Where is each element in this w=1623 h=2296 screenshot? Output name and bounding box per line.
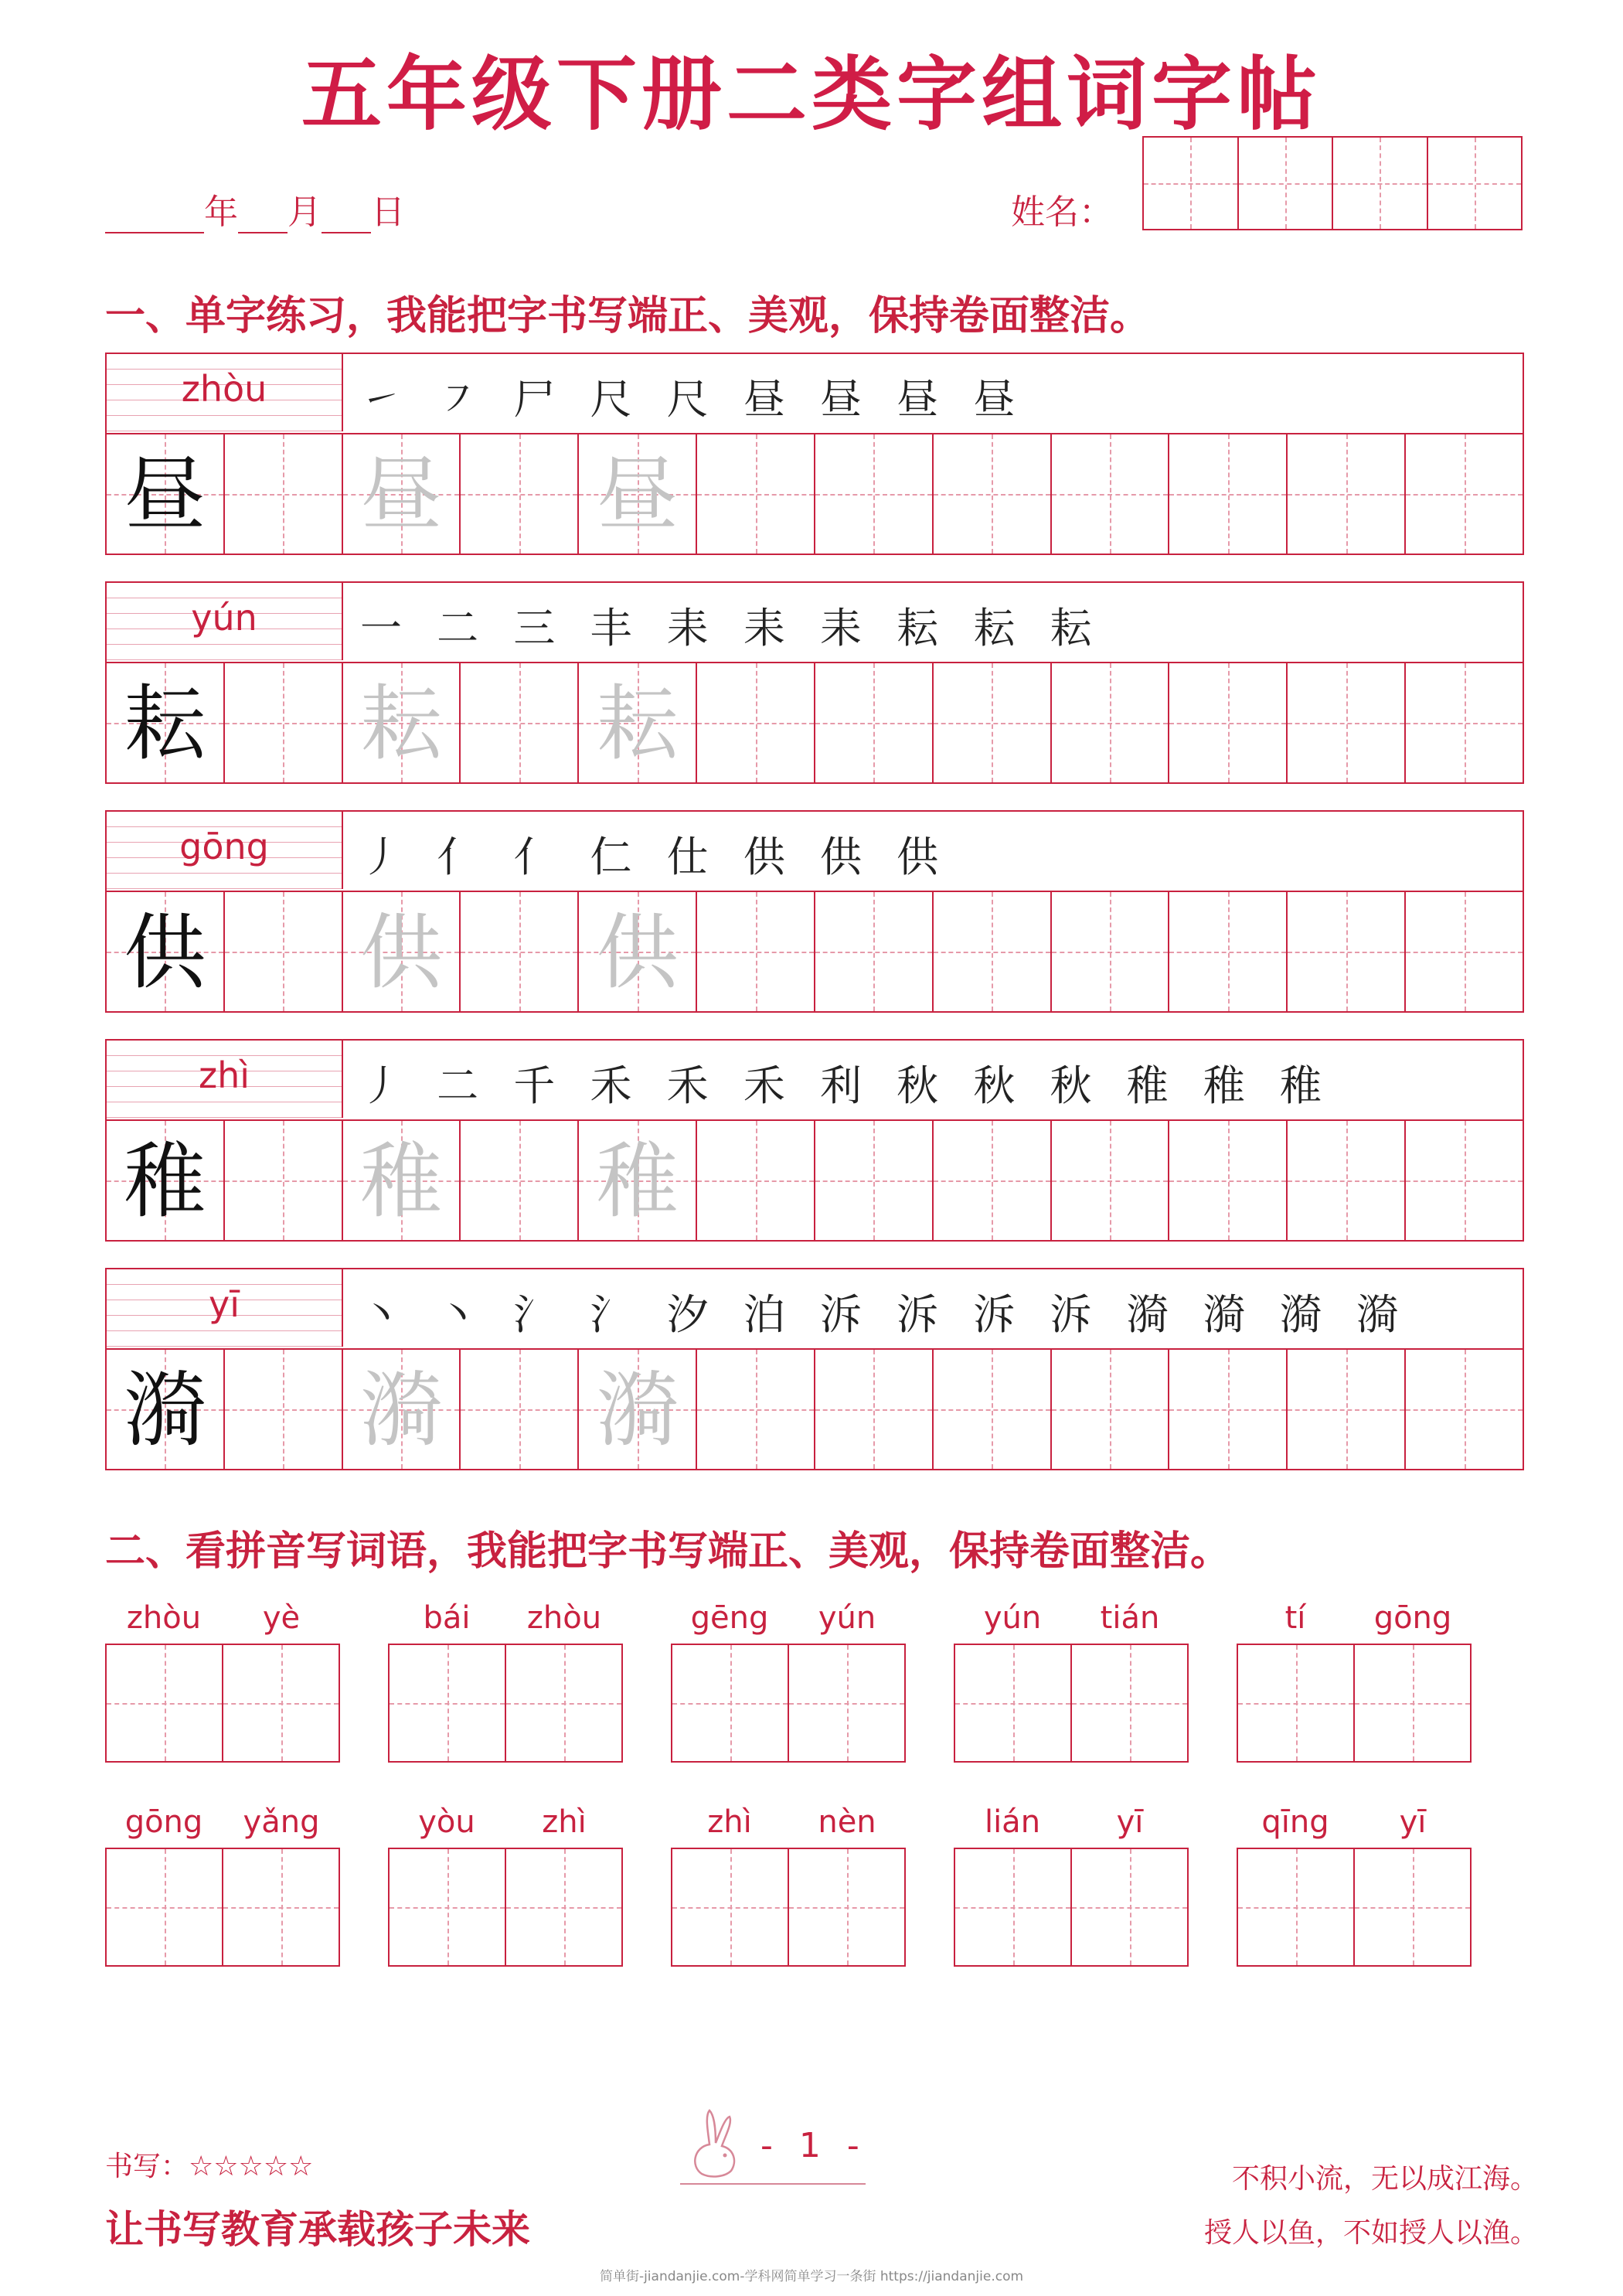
cell-guide-horizontal bbox=[1169, 1180, 1286, 1182]
cell-guide-horizontal bbox=[1406, 952, 1523, 953]
word-pinyin bbox=[388, 1600, 623, 1644]
writing-cell[interactable] bbox=[579, 892, 697, 1011]
word-pinyin bbox=[388, 1804, 623, 1848]
char-row bbox=[105, 810, 1524, 1013]
page-divider bbox=[680, 2183, 866, 2185]
writing-cell[interactable] bbox=[390, 1849, 506, 1965]
writing-cell[interactable] bbox=[1169, 892, 1288, 1011]
writing-cell[interactable] bbox=[1169, 1121, 1288, 1240]
writing-cell[interactable] bbox=[579, 1350, 697, 1469]
trace-char: 稚 bbox=[596, 1134, 679, 1229]
cell-guide-horizontal bbox=[461, 1409, 577, 1411]
syllable-label: nèn bbox=[818, 1804, 876, 1840]
cell-guide-horizontal bbox=[789, 1703, 904, 1705]
writing-cell[interactable] bbox=[579, 434, 697, 554]
syllable-label: gēng bbox=[690, 1600, 769, 1636]
writing-cell[interactable] bbox=[697, 434, 815, 554]
cell-guide-horizontal bbox=[697, 1180, 814, 1182]
syllable-label: zhì bbox=[542, 1804, 587, 1840]
writing-cell[interactable] bbox=[934, 1121, 1052, 1240]
syllable-label: gōng bbox=[124, 1804, 203, 1840]
writing-cell[interactable] bbox=[1052, 1121, 1170, 1240]
word-writing-boxes bbox=[105, 1848, 340, 1967]
cell-guide-horizontal bbox=[1169, 952, 1286, 953]
writing-cell[interactable] bbox=[672, 1849, 789, 1965]
word-writing-boxes bbox=[388, 1644, 623, 1763]
cell-guide-horizontal bbox=[815, 1409, 932, 1411]
stroke-order-box bbox=[343, 1269, 1523, 1347]
syllable-label: tián bbox=[1100, 1600, 1160, 1636]
cell-guide-horizontal bbox=[934, 952, 1050, 953]
cell-guide-horizontal bbox=[461, 952, 577, 953]
cell-guide-horizontal bbox=[934, 723, 1050, 724]
pinyin-box bbox=[107, 583, 343, 660]
model-char: 耘 bbox=[124, 676, 206, 772]
writing-cell[interactable] bbox=[1169, 434, 1288, 554]
writing-cell[interactable] bbox=[1406, 892, 1523, 1011]
cell-guide-horizontal bbox=[1288, 1409, 1404, 1411]
word-block bbox=[954, 1804, 1189, 1967]
model-char-cell bbox=[107, 1350, 225, 1469]
syllable-label: zhì bbox=[707, 1804, 752, 1840]
writing-cell[interactable] bbox=[1406, 1350, 1523, 1469]
date-line bbox=[105, 184, 405, 233]
cell-guide-horizontal bbox=[390, 1703, 505, 1705]
trace-char: 昼 bbox=[360, 448, 443, 543]
writing-cell[interactable] bbox=[343, 1121, 461, 1240]
cell-guide-horizontal bbox=[1406, 723, 1523, 724]
model-char: 漪 bbox=[124, 1363, 206, 1458]
pinyin-box bbox=[107, 812, 343, 889]
cell-guide-horizontal bbox=[815, 1180, 932, 1182]
char-row bbox=[105, 353, 1524, 555]
rabbit-icon bbox=[686, 2104, 756, 2182]
cell-guide-horizontal bbox=[1406, 1409, 1523, 1411]
writing-cell[interactable] bbox=[1355, 1645, 1470, 1761]
writing-cell[interactable] bbox=[697, 892, 815, 1011]
cell-guide-horizontal bbox=[461, 723, 577, 724]
writing-cell[interactable] bbox=[1288, 434, 1406, 554]
writing-cell[interactable] bbox=[390, 1645, 506, 1761]
writing-cell[interactable] bbox=[225, 663, 343, 782]
cell-guide-horizontal bbox=[1355, 1907, 1470, 1909]
model-char: 供 bbox=[124, 905, 206, 1000]
cell-guide-horizontal bbox=[107, 1703, 222, 1705]
cell-guide-horizontal bbox=[1052, 1180, 1169, 1182]
cell-guide-horizontal bbox=[225, 723, 342, 724]
word-pinyin bbox=[105, 1600, 340, 1644]
word-pinyin bbox=[1237, 1600, 1472, 1644]
cell-guide-horizontal bbox=[1288, 952, 1404, 953]
pinyin-label: zhòu bbox=[181, 368, 267, 410]
pinyin-box bbox=[107, 1269, 343, 1347]
name-field[interactable] bbox=[1142, 136, 1523, 230]
pinyin-label: yī bbox=[208, 1283, 240, 1325]
cell-guide-horizontal bbox=[697, 494, 814, 496]
writing-cell[interactable] bbox=[1288, 1121, 1406, 1240]
word-writing-boxes bbox=[1237, 1848, 1472, 1967]
trace-char: 耘 bbox=[596, 676, 679, 772]
cell-guide-horizontal bbox=[1052, 494, 1169, 496]
stroke-order-box bbox=[343, 1041, 1523, 1118]
cell-guide-horizontal bbox=[1052, 1409, 1169, 1411]
writing-grid bbox=[107, 891, 1523, 1011]
writing-cell[interactable] bbox=[461, 1121, 579, 1240]
writing-cell[interactable] bbox=[815, 663, 934, 782]
cell-guide-horizontal bbox=[225, 1180, 342, 1182]
page-title: 五年级下册二类字组词字帖 bbox=[301, 47, 1322, 141]
writing-cell[interactable] bbox=[815, 434, 934, 554]
cell-guide-horizontal bbox=[934, 494, 1050, 496]
writing-grid bbox=[107, 1119, 1523, 1240]
word-writing-boxes bbox=[388, 1848, 623, 1967]
writing-cell[interactable] bbox=[1238, 1849, 1355, 1965]
writing-cell[interactable] bbox=[1052, 663, 1170, 782]
model-char: 稚 bbox=[124, 1134, 206, 1229]
writing-cell[interactable] bbox=[1052, 434, 1170, 554]
pinyin-box bbox=[107, 354, 343, 431]
stroke-order-box bbox=[343, 354, 1523, 431]
writing-cell[interactable] bbox=[789, 1645, 904, 1761]
cell-guide-horizontal bbox=[390, 1907, 505, 1909]
word-writing-boxes bbox=[954, 1644, 1189, 1763]
writing-cell[interactable] bbox=[934, 434, 1052, 554]
writing-cell[interactable] bbox=[1169, 663, 1288, 782]
syllable-label: yī bbox=[1116, 1804, 1144, 1840]
writing-cell[interactable] bbox=[1072, 1849, 1187, 1965]
cell-guide-horizontal bbox=[107, 1907, 222, 1909]
section2-title: 二、看拼音写词语，我能把字书写端正、美观，保持卷面整洁。 bbox=[105, 1528, 1231, 1575]
trace-char: 稚 bbox=[360, 1134, 443, 1229]
word-block bbox=[388, 1600, 623, 1763]
cell-guide-horizontal bbox=[225, 1409, 342, 1411]
writing-cell[interactable] bbox=[225, 1121, 343, 1240]
syllable-label: bái bbox=[423, 1600, 471, 1636]
trace-char: 供 bbox=[360, 905, 443, 1000]
stroke-order-sequence: 一 二 三 丰 耒 耒 耒 耘 耘 耘 bbox=[360, 604, 1103, 652]
word-block bbox=[105, 1804, 340, 1967]
stroke-order-sequence: 丶 丶 氵 氵 汐 泊 泝 泝 泝 泝 漪 漪 漪 漪 bbox=[360, 1290, 1410, 1339]
writing-cell[interactable] bbox=[225, 1350, 343, 1469]
model-char-cell bbox=[107, 663, 225, 782]
cell-guide-horizontal bbox=[1238, 1907, 1353, 1909]
writing-cell[interactable] bbox=[1355, 1849, 1470, 1965]
cell-guide-horizontal bbox=[461, 1180, 577, 1182]
cell-guide-horizontal bbox=[225, 494, 342, 496]
writing-cell[interactable] bbox=[934, 663, 1052, 782]
slogan: 让书写教育承载孩子未来 bbox=[105, 2207, 530, 2252]
writing-cell[interactable] bbox=[1052, 892, 1170, 1011]
writing-cell[interactable] bbox=[1288, 1350, 1406, 1469]
day-label: 日 bbox=[371, 192, 405, 232]
cell-guide-horizontal bbox=[1288, 494, 1404, 496]
writing-cell[interactable] bbox=[107, 1849, 223, 1965]
section1-title: 一、单字练习，我能把字书写端正、美观，保持卷面整洁。 bbox=[105, 293, 1151, 339]
cell-guide-horizontal bbox=[506, 1907, 621, 1909]
cell-guide-horizontal bbox=[1169, 1409, 1286, 1411]
cell-guide-horizontal bbox=[672, 1907, 788, 1909]
name-cell[interactable] bbox=[1333, 138, 1428, 229]
cell-guide-horizontal bbox=[1169, 723, 1286, 724]
writing-cell[interactable] bbox=[672, 1645, 789, 1761]
syllable-label: lián bbox=[984, 1804, 1041, 1840]
cell-guide-horizontal bbox=[934, 1180, 1050, 1182]
char-row bbox=[105, 581, 1524, 784]
writing-cell[interactable] bbox=[955, 1645, 1072, 1761]
site-credit: 简单街-jiandanjie.com-学科网简单学习一条街 https://jiandanjie.com bbox=[599, 2269, 1024, 2284]
word-pinyin bbox=[105, 1804, 340, 1848]
writing-rating: 书写：☆☆☆☆☆ bbox=[105, 2151, 314, 2182]
name-label: 姓名： bbox=[1011, 192, 1113, 232]
name-cell[interactable] bbox=[1144, 138, 1239, 229]
syllable-label: yī bbox=[1399, 1804, 1427, 1840]
cell-guide-horizontal bbox=[1072, 1703, 1187, 1705]
writing-cell[interactable] bbox=[934, 892, 1052, 1011]
cell-guide-horizontal bbox=[672, 1703, 788, 1705]
word-pinyin bbox=[671, 1804, 906, 1848]
cell-guide-horizontal bbox=[223, 1907, 339, 1909]
pinyin-label: zhì bbox=[198, 1054, 250, 1096]
quote-line-1: 不积小流，无以成江海。 bbox=[1231, 2163, 1538, 2195]
writing-cell[interactable] bbox=[815, 1121, 934, 1240]
writing-cell[interactable] bbox=[461, 663, 579, 782]
trace-char: 供 bbox=[596, 905, 679, 1000]
syllable-label: yè bbox=[262, 1600, 301, 1636]
writing-cell[interactable] bbox=[1238, 1645, 1355, 1761]
writing-cell[interactable] bbox=[1406, 663, 1523, 782]
word-block bbox=[954, 1600, 1189, 1763]
cell-guide-horizontal bbox=[1288, 1180, 1404, 1182]
pinyin-box bbox=[107, 1041, 343, 1118]
word-pinyin bbox=[954, 1804, 1189, 1848]
word-writing-boxes bbox=[671, 1644, 906, 1763]
syllable-label: zhòu bbox=[126, 1600, 202, 1636]
cell-guide-horizontal bbox=[815, 952, 932, 953]
writing-grid bbox=[107, 433, 1523, 554]
writing-cell[interactable] bbox=[225, 434, 343, 554]
cell-guide-horizontal bbox=[955, 1907, 1070, 1909]
writing-cell[interactable] bbox=[697, 1350, 815, 1469]
cell-guide-horizontal bbox=[955, 1703, 1070, 1705]
syllable-label: tí bbox=[1284, 1600, 1306, 1636]
writing-cell[interactable] bbox=[506, 1849, 621, 1965]
cell-guide-horizontal bbox=[1406, 494, 1523, 496]
cell-guide-horizontal bbox=[697, 723, 814, 724]
month-label: 月 bbox=[288, 192, 322, 232]
cell-guide-horizontal bbox=[1406, 1180, 1523, 1182]
writing-cell[interactable] bbox=[1406, 1121, 1523, 1240]
word-block bbox=[671, 1804, 906, 1967]
word-block bbox=[1237, 1804, 1472, 1967]
writing-cell[interactable] bbox=[815, 1350, 934, 1469]
writing-cell[interactable] bbox=[225, 892, 343, 1011]
writing-cell[interactable] bbox=[579, 1121, 697, 1240]
stroke-order-sequence: 丿 二 千 禾 禾 禾 利 秋 秋 秋 稚 稚 稚 bbox=[360, 1061, 1332, 1110]
cell-guide-horizontal bbox=[461, 494, 577, 496]
name-cell[interactable] bbox=[1428, 138, 1522, 229]
stroke-order-box bbox=[343, 583, 1523, 660]
writing-cell[interactable] bbox=[1052, 1350, 1170, 1469]
char-row bbox=[105, 1039, 1524, 1242]
writing-cell[interactable] bbox=[955, 1849, 1072, 1965]
writing-cell[interactable] bbox=[223, 1849, 339, 1965]
syllable-label: yún bbox=[983, 1600, 1042, 1636]
writing-cell[interactable] bbox=[1072, 1645, 1187, 1761]
day-blank[interactable] bbox=[322, 196, 371, 233]
writing-cell[interactable] bbox=[697, 663, 815, 782]
word-pinyin bbox=[954, 1600, 1189, 1644]
writing-cell[interactable] bbox=[461, 1350, 579, 1469]
stroke-order-sequence: ㇀ ㇇ 尸 尺 尺 昼 昼 昼 昼 bbox=[360, 375, 1026, 424]
pinyin-label: yún bbox=[191, 597, 257, 639]
writing-cell[interactable] bbox=[343, 663, 461, 782]
writing-cell[interactable] bbox=[1406, 434, 1523, 554]
word-writing-boxes bbox=[954, 1848, 1189, 1967]
page-number: - 1 - bbox=[760, 2126, 867, 2165]
writing-cell[interactable] bbox=[343, 1350, 461, 1469]
month-blank[interactable] bbox=[238, 196, 288, 233]
model-char-cell bbox=[107, 434, 225, 554]
word-block bbox=[1237, 1600, 1472, 1763]
cell-guide-horizontal bbox=[815, 494, 932, 496]
writing-grid bbox=[107, 1348, 1523, 1469]
word-block bbox=[105, 1600, 340, 1763]
cell-guide-horizontal bbox=[1052, 723, 1169, 724]
writing-cell[interactable] bbox=[343, 892, 461, 1011]
writing-cell[interactable] bbox=[1288, 892, 1406, 1011]
writing-cell[interactable] bbox=[1288, 663, 1406, 782]
cell-guide-horizontal bbox=[934, 1409, 1050, 1411]
model-char-cell bbox=[107, 1121, 225, 1240]
word-writing-boxes bbox=[105, 1644, 340, 1763]
model-char-cell bbox=[107, 892, 225, 1011]
cell-guide-horizontal bbox=[223, 1703, 339, 1705]
word-pinyin bbox=[1237, 1804, 1472, 1848]
syllable-label: yún bbox=[818, 1600, 876, 1636]
writing-cell[interactable] bbox=[461, 434, 579, 554]
writing-cell[interactable] bbox=[343, 434, 461, 554]
syllable-label: yòu bbox=[418, 1804, 475, 1840]
stroke-order-sequence: 丿 亻 亻 仁 仕 供 供 供 bbox=[360, 833, 950, 881]
writing-cell[interactable] bbox=[506, 1645, 621, 1761]
writing-grid bbox=[107, 662, 1523, 782]
trace-char: 漪 bbox=[596, 1363, 679, 1458]
model-char: 昼 bbox=[124, 448, 206, 543]
syllable-label: gōng bbox=[1373, 1600, 1452, 1636]
cell-guide-horizontal bbox=[1355, 1703, 1470, 1705]
syllable-label: yǎng bbox=[243, 1804, 320, 1840]
char-row bbox=[105, 1268, 1524, 1470]
writing-cell[interactable] bbox=[223, 1645, 339, 1761]
trace-char: 耘 bbox=[360, 676, 443, 772]
writing-cell[interactable] bbox=[461, 892, 579, 1011]
writing-cell[interactable] bbox=[934, 1350, 1052, 1469]
writing-cell[interactable] bbox=[1169, 1350, 1288, 1469]
pinyin-label: gōng bbox=[179, 826, 269, 867]
stroke-order-box bbox=[343, 812, 1523, 889]
trace-char: 昼 bbox=[596, 448, 679, 543]
syllable-label: zhòu bbox=[526, 1600, 602, 1636]
cell-guide-horizontal bbox=[1052, 952, 1169, 953]
word-pinyin bbox=[671, 1600, 906, 1644]
writing-cell[interactable] bbox=[815, 892, 934, 1011]
cell-guide-horizontal bbox=[815, 723, 932, 724]
cell-guide-horizontal bbox=[1169, 494, 1286, 496]
cell-guide-horizontal bbox=[697, 952, 814, 953]
word-writing-boxes bbox=[671, 1848, 906, 1967]
cell-guide-horizontal bbox=[1072, 1907, 1187, 1909]
word-writing-boxes bbox=[1237, 1644, 1472, 1763]
word-block bbox=[388, 1804, 623, 1967]
quote-line-2: 授人以鱼，不如授人以渔。 bbox=[1203, 2217, 1538, 2249]
cell-guide-horizontal bbox=[225, 952, 342, 953]
cell-guide-horizontal bbox=[506, 1703, 621, 1705]
cell-guide-horizontal bbox=[1238, 1703, 1353, 1705]
word-block bbox=[671, 1600, 906, 1763]
year-label: 年 bbox=[204, 192, 238, 232]
name-cell[interactable] bbox=[1239, 138, 1334, 229]
writing-cell[interactable] bbox=[107, 1645, 223, 1761]
writing-cell[interactable] bbox=[579, 663, 697, 782]
trace-char: 漪 bbox=[360, 1363, 443, 1458]
cell-guide-horizontal bbox=[697, 1409, 814, 1411]
writing-cell[interactable] bbox=[697, 1121, 815, 1240]
year-blank[interactable] bbox=[105, 196, 204, 233]
cell-guide-horizontal bbox=[789, 1907, 904, 1909]
writing-cell[interactable] bbox=[789, 1849, 904, 1965]
syllable-label: qīng bbox=[1261, 1804, 1329, 1840]
cell-guide-horizontal bbox=[1288, 723, 1404, 724]
